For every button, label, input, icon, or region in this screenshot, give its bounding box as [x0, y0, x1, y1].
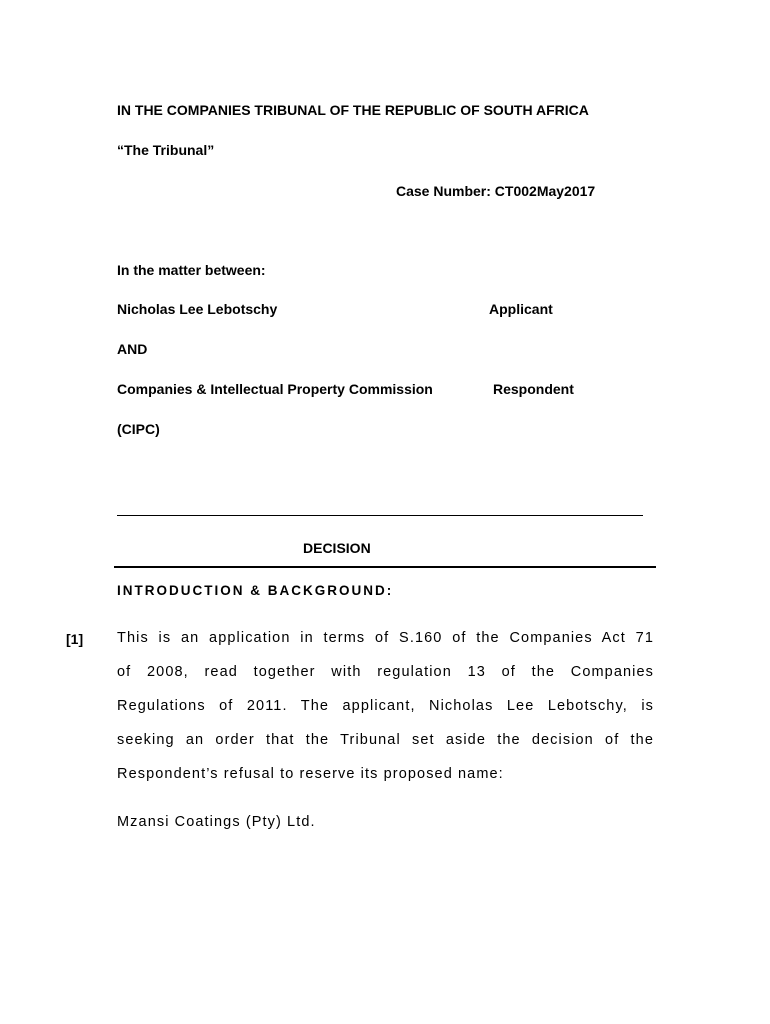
paragraph-line: This is an application in terms of S.160 of the Companies Act 71	[117, 630, 654, 646]
section-heading: INTRODUCTION & BACKGROUND:	[117, 583, 394, 598]
proposed-name: Mzansi Coatings (Pty) Ltd.	[117, 814, 316, 830]
applicant-name: Nicholas Lee Lebotschy	[117, 301, 278, 317]
applicant-role: Applicant	[489, 301, 553, 317]
divider-line	[117, 515, 643, 516]
respondent-name: Companies & Intellectual Property Commission	[117, 381, 433, 397]
divider-thick-line	[114, 566, 656, 568]
paragraph-number: [1]	[66, 631, 84, 647]
respondent-abbrev: (CIPC)	[117, 421, 160, 437]
court-title: IN THE COMPANIES TRIBUNAL OF THE REPUBLIC OF SOUTH AFRICA	[117, 102, 589, 118]
paragraph-line: of 2008, read together with regulation 13 of the Companies	[117, 664, 654, 680]
case-number: Case Number: CT002May2017	[396, 183, 596, 199]
decision-heading: DECISION	[303, 540, 371, 556]
tribunal-short-name: “The Tribunal”	[117, 142, 215, 158]
paragraph-line: Respondent’s refusal to reserve its proposed name:	[117, 766, 504, 782]
paragraph-line: Regulations of 2011. The applicant, Nicholas Lee Lebotschy, is	[117, 698, 654, 714]
matter-intro: In the matter between:	[117, 262, 266, 278]
conjunction-and: AND	[117, 341, 148, 357]
paragraph-line: seeking an order that the Tribunal set aside the decision of the	[117, 732, 654, 748]
respondent-role: Respondent	[493, 381, 574, 397]
